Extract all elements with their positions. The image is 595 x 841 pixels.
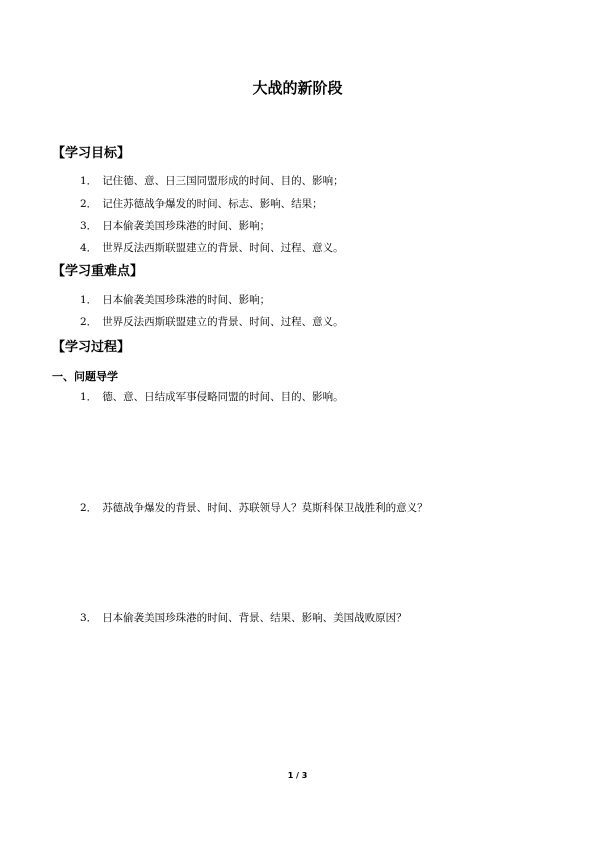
question-text: 苏德战争爆发的背景、时间、苏联领导人？莫斯科保卫战胜利的意义？ bbox=[102, 502, 428, 514]
goal-item-text: 世界反法西斯联盟建立的背景、时间、过程、意义。 bbox=[102, 242, 344, 254]
goal-item-number: 4． bbox=[80, 242, 98, 254]
key-point-item bbox=[80, 315, 344, 330]
question-item bbox=[80, 501, 428, 516]
section-heading-process: 【学习过程】 bbox=[52, 340, 131, 355]
question-number: 2． bbox=[80, 502, 98, 514]
question-text: 日本偷袭美国珍珠港的时间、背景、结果、影响、美国战败原因？ bbox=[102, 612, 407, 624]
key-point-number: 2． bbox=[80, 316, 98, 328]
key-point-number: 1． bbox=[80, 294, 98, 306]
key-point-text: 日本偷袭美国珍珠港的时间、影响； bbox=[102, 294, 271, 306]
goal-item bbox=[80, 197, 323, 212]
key-point-text: 世界反法西斯联盟建立的背景、时间、过程、意义。 bbox=[102, 316, 344, 328]
question-text: 德、意、日结成军事侵略同盟的时间、目的、影响。 bbox=[102, 391, 344, 403]
page-title: 大战的新阶段 bbox=[252, 79, 343, 97]
section-heading-goals: 【学习目标】 bbox=[52, 146, 131, 161]
goal-item-text: 记住苏德战争爆发的时间、标志、影响、结果； bbox=[102, 198, 323, 210]
goal-item bbox=[80, 241, 344, 256]
goal-item bbox=[80, 174, 344, 189]
key-point-item bbox=[80, 293, 270, 308]
goal-item-number: 1． bbox=[80, 175, 98, 187]
goal-item-text: 记住德、意、日三国同盟形成的时间、目的、影响； bbox=[102, 175, 344, 187]
question-number: 1． bbox=[80, 391, 98, 403]
question-item bbox=[80, 611, 407, 626]
section-heading-key-points: 【学习重难点】 bbox=[52, 264, 144, 279]
page-indicator: 1 / 3 bbox=[287, 771, 308, 780]
goal-item-number: 3． bbox=[80, 220, 98, 232]
sub-heading-guided-questions: 一、问题导学 bbox=[52, 370, 118, 383]
goal-item-text: 日本偷袭美国珍珠港的时间、影响； bbox=[102, 220, 271, 232]
goal-item bbox=[80, 219, 270, 234]
question-item bbox=[80, 390, 344, 405]
question-number: 3． bbox=[80, 612, 98, 624]
goal-item-number: 2． bbox=[80, 198, 98, 210]
